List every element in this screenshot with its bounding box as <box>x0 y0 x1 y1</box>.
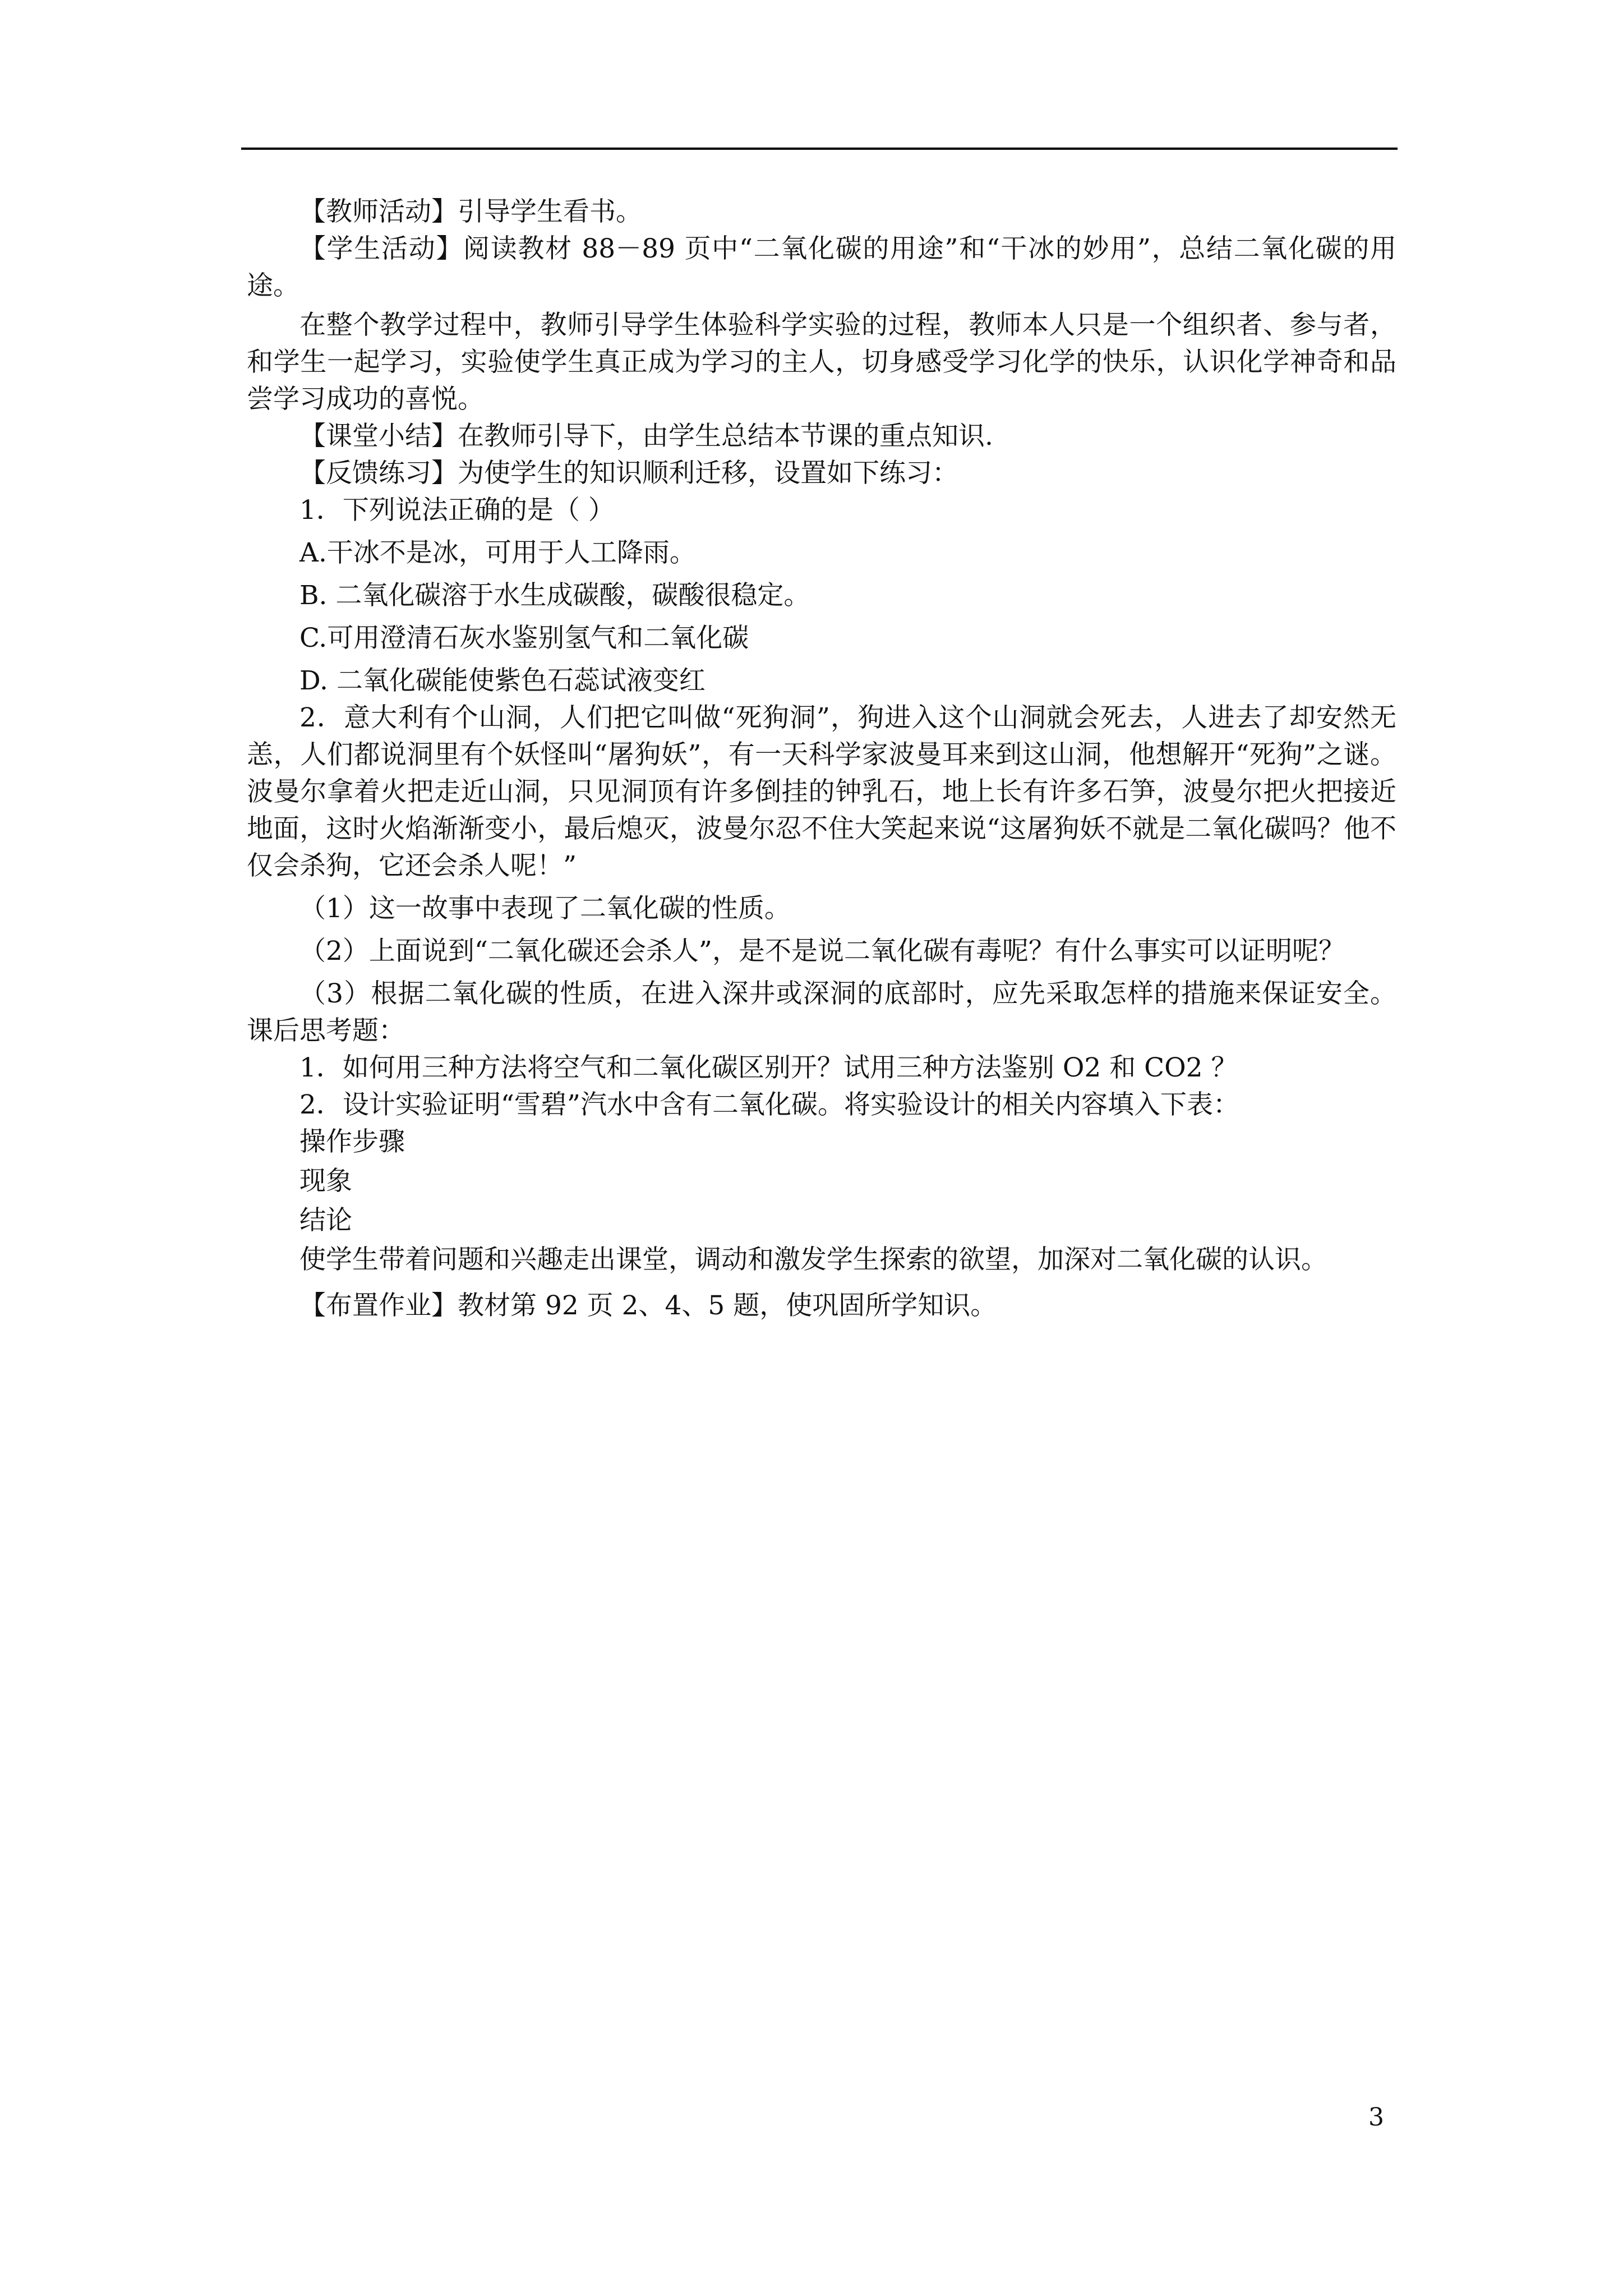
question-1: 1．下列说法正确的是（ ） <box>299 495 615 526</box>
table-label-steps: 操作步骤 <box>299 1126 405 1157</box>
sub-question-1: （1）这一故事中表现了二氧化碳的性质。 <box>299 893 791 924</box>
header-rule <box>241 148 1398 150</box>
sub-question-3: （3）根据二氧化碳的性质，在进入深井或深洞的底部时，应先采取怎样的措施来保证安全。课后思考题： <box>247 978 1396 1046</box>
question-2-story: 2．意大利有个山洞，人们把它叫做“死狗洞”，狗进入这个山洞就会死去，人进去了却安然无恙，人们都说洞里有个妖怪叫“屠狗妖”，有一天科学家波曼耳来到这山洞，他想解开“死狗”之谜。波曼尔拿着火把走近山洞，只见洞顶有许多倒挂的钟乳石，地上长有许多石笋，波曼尔把火把接近地面，这时火焰渐渐变小，最后熄灭，波曼尔忍不住大笑起来说“这屠狗妖不就是二氧化碳吗？他不仅会杀狗，它还会杀人呢！” <box>247 702 1396 881</box>
thinking-question-2: 2．设计实验证明“雪碧”汽水中含有二氧化碳。将实验设计的相关内容填入下表： <box>299 1089 1239 1120</box>
option-b: B. 二氧化碳溶于水生成碳酸，碳酸很稳定。 <box>299 580 810 611</box>
paragraph-class-summary: 【课堂小结】在教师引导下，由学生总结本节课的重点知识. <box>299 421 993 452</box>
paragraph-teacher-activity: 【教师活动】引导学生看书。 <box>299 196 642 227</box>
option-c: C.可用澄清石灰水鉴别氢气和二氧化碳 <box>299 623 749 654</box>
document-body <box>247 194 1396 1324</box>
paragraph-teaching-process: 在整个教学过程中，教师引导学生体验科学实验的过程，教师本人只是一个组织者、参与者，和学生一起学习，实验使学生真正成为学习的主人，切身感受学习化学的快乐，认识化学神奇和品尝学习成功的喜悦。 <box>247 310 1396 415</box>
paragraph-feedback-exercise: 【反馈练习】为使学生的知识顺利迁移，设置如下练习： <box>299 458 958 489</box>
sub-question-2: （2）上面说到“二氧化碳还会杀人”，是不是说二氧化碳有毒呢？有什么事实可以证明呢？ <box>299 936 1345 967</box>
table-label-conclusion: 结论 <box>299 1205 352 1236</box>
page-number: 3 <box>1368 2103 1384 2132</box>
paragraph-after-class: 使学生带着问题和兴趣走出课堂，调动和激发学生探索的欲望，加深对二氧化碳的认识。 <box>299 1244 1327 1275</box>
option-d: D. 二氧化碳能使紫色石蕊试液变红 <box>299 665 706 696</box>
paragraph-homework: 【布置作业】教材第 92 页 2、4、5 题，使巩固所学知识。 <box>299 1290 997 1321</box>
paragraph-student-activity: 【学生活动】阅读教材 88－89 页中“二氧化碳的用途”和“干冰的妙用”，总结二氧化碳的用途。 <box>247 233 1396 301</box>
option-a: A.干冰不是冰，可用于人工降雨。 <box>299 537 696 568</box>
table-label-phenomenon: 现象 <box>299 1166 352 1197</box>
thinking-question-1: 1．如何用三种方法将空气和二氧化碳区别开？试用三种方法鉴别 O2 和 CO2 ？ <box>299 1052 1238 1083</box>
